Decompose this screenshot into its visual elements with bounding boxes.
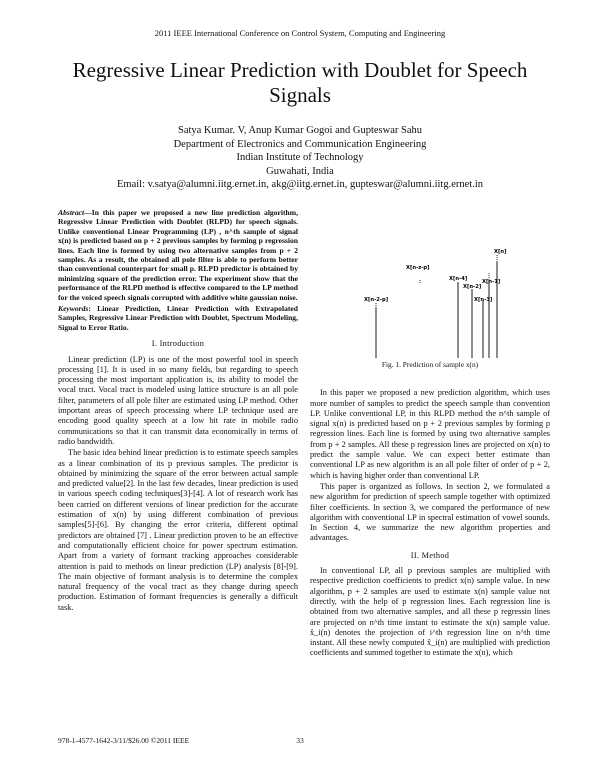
label-xn2p: X[n-2-p]	[364, 297, 389, 303]
label-xn: X[n]	[494, 249, 507, 255]
intro-paragraph-1: Linear prediction (LP) is one of the most powerful tool in speech processing [1]. It is used in so many fields, but regarding to speech processing the most important application is, its ability to model the vocal tract. Vocal tract is modeled using lattice structure is an all pole filter, parameters of all pole filter are estimated using LP method. Other important areas of speech processing where LP technique used are encoding good quality speech at a low bit rate in mobile radio communications so that it can transmit data economically in terms of radio bandwidth.	[58, 354, 298, 446]
prediction-diagram	[310, 208, 550, 358]
label-xn3: X[n-3]	[474, 297, 493, 303]
author-email: Email: v.satya@alumni.iitg.ernet.in, akg@iitg.ernet.in, gupteswar@alumni.iitg.ernet.in	[117, 179, 483, 190]
keywords-text: : Linear Prediction, Linear Prediction with Extrapolated Samples, Regressive Linear Prediction with Doublet, Spectrum Modeling, Signal to Error Ratio.	[58, 304, 298, 332]
figure-caption: Fig. 1. Prediction of sample x(n)	[381, 360, 479, 369]
intro-cont-paragraph-2: This paper is organized as follows. In section 2, we formulated a new algorithm for prediction of speech sample together with optimized filter coefficients. In section 3, we compared the performance of new algorithm with conventional LP in spectral estimation of vowel sounds. In Section 4, we summarize the new algorithm properties and advantages.	[310, 481, 550, 543]
author-department: Department of Electronics and Communication Engineering	[173, 138, 427, 150]
abstract-text: —In this paper we proposed a new line prediction algorithm, Regressive Linear Prediction with Doublet (RLPD) for speech signals. Unlike conventional Linear Programming (LP) , n^th sample of signal x(n) is predicted based on p + 2 previous samples by forming p regression lines. Each line is formed by using two alternative samples from p + 2 samples. As a result, the obtained all pole filter is able to perform better than conventional counterpart for small p. RLPD predictor is obtained by minimizing square of the prediction error. The experiment show that the performance of the RLPD method is effective compared to the LP method for the voiced speech signals corrupted with additive white gaussian noise.	[58, 208, 298, 302]
section-heading-method: II. Method	[410, 550, 450, 560]
author-institute: Indian Institute of Technology	[236, 152, 364, 163]
author-block	[40, 124, 560, 192]
keywords	[58, 304, 298, 332]
keywords-lead: Keywords	[58, 304, 89, 314]
intro-cont-paragraph-1: In this paper we proposed a new prediction algorithm, which uses more number of samples to predict the speech sample than convention LP. Unlike conventional LP, in this RLPD method the n^th sample of signal x(n) is predicted based on p + 2 previous samples by forming p regression lines. Each line is formed by using two alternative samples from p + 2 samples. All these p regression lines are projected on x(n) to predict the sample value. We can expect better estimate than conventional LP as new algorithm is an all pole filter of order of p + 2, which is having higher order than conventional LP.	[310, 388, 550, 480]
footer-isbn: 978-1-4577-1642-3/11/$26.00 ©2011 IEEE	[58, 736, 190, 745]
paper-title: Regressive Linear Prediction with Doublet for Speech Signals	[72, 58, 528, 107]
figure-1	[310, 208, 550, 358]
author-city: Guwahati, India	[266, 165, 334, 177]
left-column	[58, 208, 298, 613]
section-heading-introduction: I. Introduction	[151, 339, 205, 349]
abstract	[58, 208, 298, 302]
conference-header: 2011 IEEE International Conference on Control System, Computing and Engineering	[154, 28, 446, 38]
intro-paragraph-2: The basic idea behind linear prediction is to estimate speech samples as a linear combination of its p previous samples. The predictor is obtained by minimizing the square of the error between actual sample and predicted value[2]. In the last few decades, linear prediction is used in various speech coding techniques[3]-[4]. A lot of research work has been carried on different versions of linear prediction for the accurate estimation of x(n) by using different combination of previous samples[5]-[6]. By changing the error criteria, different optimal predictors are obtained [7] . Linear prediction proven to be an effective and computationally efficient choice for power spectrum estimation. Apart from a variety of formant tracking approaches considerable attention is paid to methods on linear prediction (LP) analysis [8]-[9]. The main objective of formant analysis is to determine the complex natural frequency of the vocal tract as they change during speech production. Estimation of formant frequencies is generally a difficult task.	[58, 448, 298, 612]
author-names: Satya Kumar. V, Anup Kumar Gogoi and Gupteswar Sahu	[177, 125, 422, 136]
abstract-lead: Abstract	[58, 208, 85, 217]
right-column	[310, 208, 550, 659]
label-xn4: X[n-4]	[449, 276, 468, 282]
label-xnzp: X[n-z-p]	[406, 265, 430, 271]
label-xn2: X[n-2]	[463, 284, 482, 290]
page-number: 33	[296, 736, 304, 745]
method-paragraph-1: In conventional LP, all p previous samples are multiplied with respective prediction coefficients to predict x(n) sample value. In new algorithm, p + 2 samples are used to estimate x(n) sample value not directly, with the help of p regression lines. Each regression line is obtained from two alternative samples, and all these p regressin lines are projected on n^th time instant to estimate the x(n) sample value. x̂_i(n) denotes the projection of i^th regression line on n^th time instant. All these newly computed x̂_i(n) are multiplied with prediction coefficients and summed together to estimate the x(n), which	[310, 566, 550, 658]
label-xn1: X[n-1]	[482, 279, 501, 285]
